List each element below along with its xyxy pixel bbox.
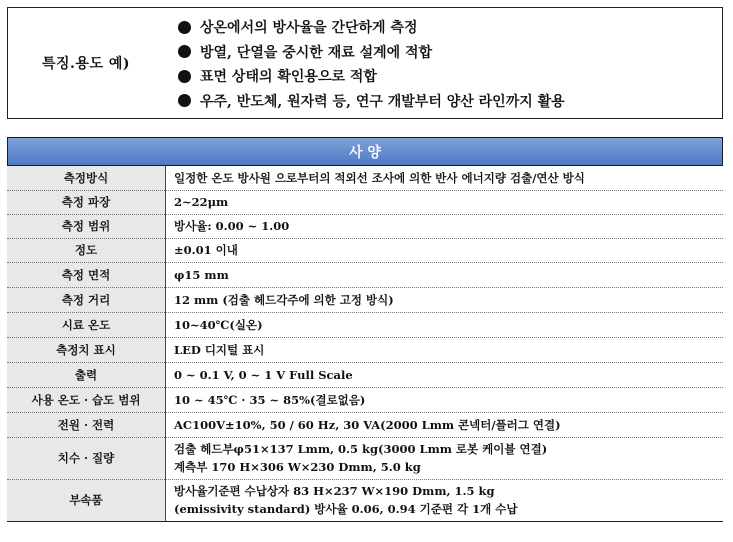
row-value: AC100V±10%, 50 / 60 Hz, 30 VA(2000 Lmm 콘넥터/플러그 연결) [166,412,724,437]
bullet-icon [178,45,191,58]
row-label: 시료 온도 [7,312,166,337]
row-value: φ15 mm [166,262,724,287]
table-row [7,387,723,412]
row-label: 측정 범위 [7,214,166,238]
feature-text: 방열, 단열을 중시한 재료 설계에 적합 [200,44,433,61]
row-label: 측정 거리 [7,287,166,312]
row-label: 측정방식 [7,166,166,190]
row-label: 정도 [7,238,166,262]
feature-text: 상온에서의 방사율을 간단하게 측정 [200,20,418,37]
row-label: 전원 · 전력 [7,412,166,437]
row-label: 출력 [7,362,166,387]
row-label: 측정치 표시 [7,337,166,362]
table-row [7,337,723,362]
table-row [7,190,723,214]
row-value: 10~40℃(실온) [166,312,724,337]
table-row [7,412,723,437]
row-label: 부속품 [7,479,166,521]
bullet-icon [178,70,191,83]
spec-table [7,166,723,522]
table-row [7,362,723,387]
feature-item [178,40,565,65]
row-value: ±0.01 이내 [166,238,724,262]
row-value: 검출 헤드부φ51×137 Lmm, 0.5 kg(3000 Lmm 로봇 케이블 연결) 계측부 170 H×306 W×230 Dmm, 5.0 kg [166,437,724,479]
feature-item [178,89,565,114]
feature-item [178,15,565,40]
row-label: 치수 · 질량 [7,437,166,479]
row-value: 10 ~ 45℃ · 35 ~ 85%(결로없음) [166,387,724,412]
row-label: 측정 파장 [7,190,166,214]
table-row [7,312,723,337]
features-box [7,7,723,119]
table-row [7,437,723,479]
table-row [7,214,723,238]
feature-text: 표면 상태의 확인용으로 적합 [200,69,377,86]
bullet-icon [178,94,191,107]
features-list [178,15,565,113]
features-label: 특징.용도 예) [42,56,130,72]
row-value: LED 디지털 표시 [166,337,724,362]
row-value: 방사율: 0.00 ~ 1.00 [166,214,724,238]
row-value: 12 mm (검출 헤드각주에 의한 고정 방식) [166,287,724,312]
bullet-icon [178,21,191,34]
table-row [7,479,723,521]
row-value: 일정한 온도 방사원 으로부터의 적외선 조사에 의한 반사 에너지량 검출/연산 방식 [166,166,724,190]
row-value: 0 ~ 0.1 V, 0 ~ 1 V Full Scale [166,362,724,387]
row-label: 사용 온도 · 습도 범위 [7,387,166,412]
table-row [7,287,723,312]
table-row [7,262,723,287]
row-label: 측정 면적 [7,262,166,287]
row-value: 2~22μm [166,190,724,214]
row-value: 방사율기준편 수납상자 83 H×237 W×190 Dmm, 1.5 kg (emissivity standard) 방사율 0.06, 0.94 기준편 각 1개 수납 [166,479,724,521]
feature-text: 우주, 반도체, 원자력 등, 연구 개발부터 양산 라인까지 활용 [200,93,565,110]
table-row [7,166,723,190]
feature-item [178,64,565,89]
spec-title: 사 양 [7,137,723,166]
table-row [7,238,723,262]
